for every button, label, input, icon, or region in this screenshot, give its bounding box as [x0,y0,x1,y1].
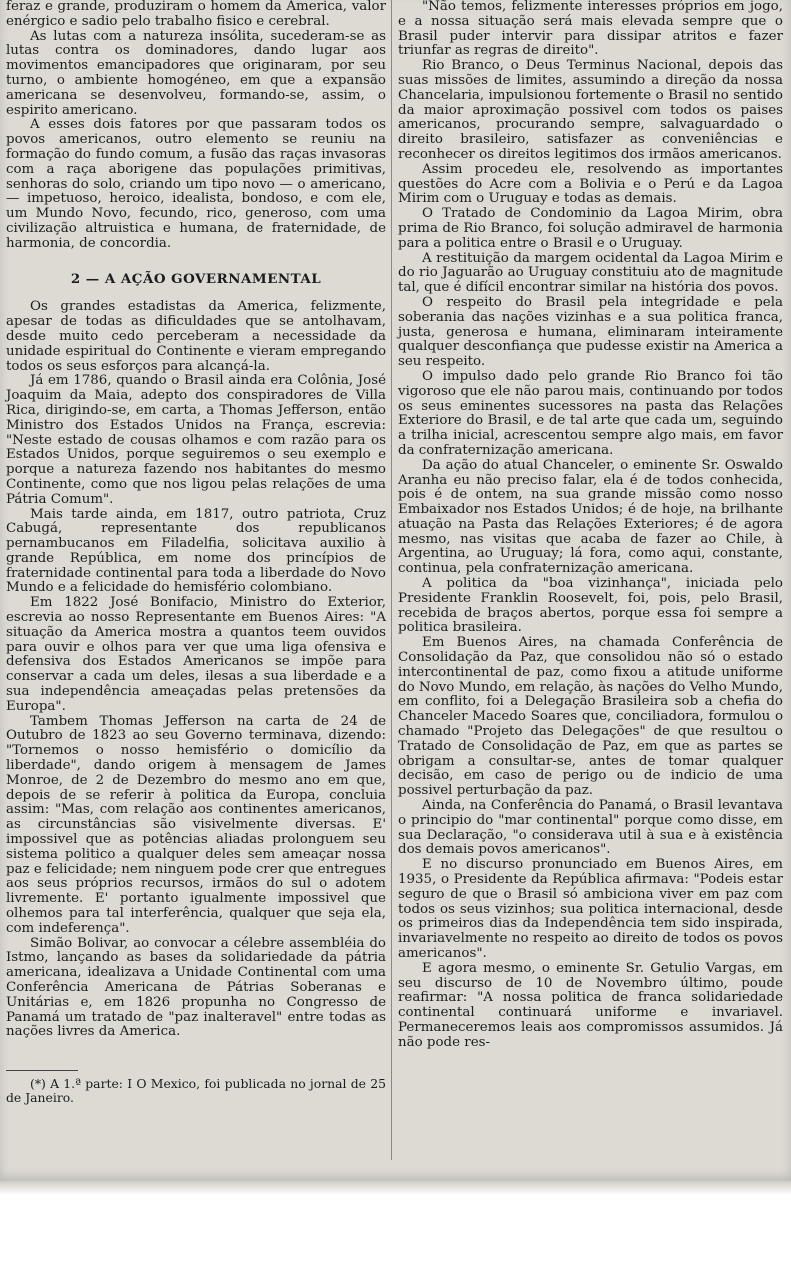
column-divider [391,0,392,1160]
paragraph: Da ação do atual Chanceler, o eminente Sr. Oswaldo Aranha eu não preciso falar, ela é de todos conhecida, pois é de ontem, na sua grande missão como nosso Embaixador nos Estados Unidos; é de hoje, na brilhante atuação na Pasta das Relações Exteriores; é de agora mesmo, nas visitas que acaba de fazer ao Chile, à Argentina, ao Uruguay; lá fora, como aqui, constante, continua, pela confraternização americana. [398,457,783,577]
paragraph: feraz e grande, produziram o homem da America, valor enérgico e sadio pelo trabalho fisico e cerebral. [6,0,386,29]
left-column [6,0,386,1105]
paragraph: E agora mesmo, o eminente Sr. Getulio Vargas, em seu discurso de 10 de Novembro último, poude reafirmar: "A nossa politica de franca solidariedade continental continuará uniforme e invariavel. Permaneceremos leais aos compromissos assumidos. Já não pode res- [398,960,783,1050]
paragraph: As lutas com a natureza insólita, sucederam-se as lutas contra os dominadores, dando lugar aos movimentos emancipadores que originaram, por seu turno, o ambiente homogéneo, em que a expansão americana se desenvolveu, formando-se, assim, o espirito americano. [6,28,386,118]
right-column [398,0,783,1051]
paragraph: Em 1822 José Bonifacio, Ministro do Exterior, escrevia ao nosso Representante em Buenos Aires: "A situação da America mostra a quantos teem ouvidos para ouvir e olhos para ver que uma liga ofensiva e defensiva dos Estados Americanos se impõe para conservar a cada um deles, ilesas a sua liberdade e a sua independência ameaçadas pelas pretensões da Europa". [6,595,386,714]
section-heading: 2 — A AÇÃO GOVERNAMENTAL [70,270,322,287]
paragraph: Ainda, na Conferência do Panamá, o Brasil levantava o principio do "mar continental" porque como disse, em sua Declaração, "o considerava util à sua e à existência dos demais povos americanos". [398,798,783,858]
paragraph: Os grandes estadistas da America, felizmente, apesar de todas as dificuldades que se antolhavam, desde muito cedo perceberam a necessidade da unidade espiritual do Continente e vieram empregando todos os seus esforços para alcançá-la. [6,299,386,374]
paragraph: Em Buenos Aires, na chamada Conferência de Consolidação da Paz, que consolidou não só o estado intercontinental de paz, como fixou a atitude uniforme do Novo Mundo, em relação, às nações do Velho Mundo, em conflito, foi a Delegação Brasileira sob a chefia do Chanceler Macedo Soares que, conciliadora, formulou o chamado "Projeto das Delegações" de que resultou o Tratado de Consolidação de Paz, em que as partes se obrigam a consultar-se, antes de tomar qualquer decisão, em caso de perigo ou de indicio de uma possivel perturbação da paz. [398,635,783,799]
paragraph: A esses dois fatores por que passaram todos os povos americanos, outro elemento se reuniu na formação do fundo comum, a fusão das raças invasoras com a raça aborigene das populações primitivas, senhoras do solo, criando um tipo novo — o americano, — impetuoso, heroico, idealista, bondoso, e com ele, um Mundo Novo, fecundo, rico, generoso, com uma civilização altruistica e humana, de fraternidade, de harmonia, de concordia. [6,117,386,251]
paragraph: O impulso dado pelo grande Rio Branco foi tão vigoroso que ele não parou mais, continuando por todos os seus eminentes sucessores na pasta das Relações Exteriore do Brasil, e de tal arte que cada um, seguindo a trilha inicial, acrescentou sempre algo mais, em favor da confraternização americana. [398,368,783,458]
paragraph: O Tratado de Condominio da Lagoa Mirim, obra prima de Rio Branco, foi solução admiravel de harmonia para a politica entre o Brasil e o Uruguay. [398,206,783,251]
paragraph: "Não temos, felizmente interesses próprios em jogo, e a nossa situação será mais elevada sempre que o Brasil puder intervir para dissipar atritos e fazer triunfar as regras de direito". [398,0,783,59]
paragraph: Rio Branco, o Deus Terminus Nacional, depois das suas missões de limites, assumindo a direção da nossa Chancelaria, impulsionou fortemente o Brasil no sentido da maior aproximação possivel com todos os paises americanos, procurando sempre, salvaguardado o direito brasileiro, satisfazer as conveniências e reconhecer os direitos legitimos dos irmãos americanos. [398,58,783,162]
paragraph: Tambem Thomas Jefferson na carta de 24 de Outubro de 1823 ao seu Governo terminava, dizendo: "Tornemos o nosso hemisfério o domicílio da liberdade", dando origem à mensagem de James Monroe, de 2 de Dezembro do mesmo ano em que, depois de se referir à politica da Europa, concluia assim: "Mas, com relação aos continentes americanos, as circunstâncias são visivelmente diversas. E' impossivel que as potências aliadas prolonguem seu sistema politico a qualquer deles sem ameaçar nossa paz e felicidade; nem ninguem pode crer que entregues aos seus próprios recursos, irmãos do sul o adotem livremente. E' portanto igualmente impossivel que olhemos para tal interferência, qualquer que seja ela, com indeferença". [6,713,386,936]
footnote: (*) A 1.ª parte: I O Mexico, foi publicada no jornal de 25 de Janeiro. [6,1076,386,1106]
footnote-divider [6,1070,78,1071]
paragraph: Assim procedeu ele, resolvendo as importantes questões do Acre com a Bolivia e o Perú e da Lagoa Mirim com o Uruguay e todas as demais. [398,161,783,207]
paragraph: A politica da "boa vizinhança", iniciada pelo Presidente Franklin Roosevelt, foi, pois, pelo Brasil, recebida de braços abertos, porque essa foi sempre a politica brasileira. [398,576,783,636]
paragraph: Já em 1786, quando o Brasil ainda era Colônia, José Joaquim da Maia, adepto dos conspiradores de Villa Rica, dirigindo-se, em carta, a Thomas Jefferson, então Ministro dos Estados Unidos na França, escrevia: "Neste estado de cousas olhamos e com razão para os Estados Unidos, porque seguiremos o seu exemplo e porque a natureza fazendo nos habitantes do mesmo Continente, como que nos ligou pelas relações de uma Pátria Comum". [6,373,386,507]
paragraph: A restituição da margem ocidental da Lagoa Mirim e do rio Jaguarão ao Uruguay constituiu ato de magnitude tal, que é difícil encontrar similar na história dos povos. [398,250,783,296]
paragraph: Simão Bolivar, ao convocar a célebre assembléia do Istmo, lançando as bases da solidariedade da pátria americana, idealizava a Unidade Continental com uma Conferência Americana de Pátrias Soberanas e Unitárias e, em 1826 propunha no Congresso de Panamá um tratado de "paz inalteravel" entre todas as nações livres da America. [6,935,386,1040]
paragraph: O respeito do Brasil pela integridade e pela soberania das nações vizinhas e a sua politica franca, justa, generosa e humana, eliminaram inteiramente qualquer desconfiança que pudesse existir na America a seu respeito. [398,294,783,370]
paragraph: E no discurso pronunciado em Buenos Aires, em 1935, o Presidente da República afirmava: "Podeis estar seguro de que o Brasil só ambiciona viver em paz com todos os seus vizinhos; sua politica internacional, desde os primeiros dias da Independência tem sido inspirada, invariavelmente no respeito ao direito de todos os povos americanos". [398,857,783,961]
paragraph: Mais tarde ainda, em 1817, outro patriota, Cruz Cabugá, representante dos republicanos pernambucanos em Filadelfia, solicitava auxilio à grande República, em nome dos princípios de fraternidade continental para toda a liberdade do Novo Mundo e a felicidade do hemisfério colombiano. [6,506,386,596]
